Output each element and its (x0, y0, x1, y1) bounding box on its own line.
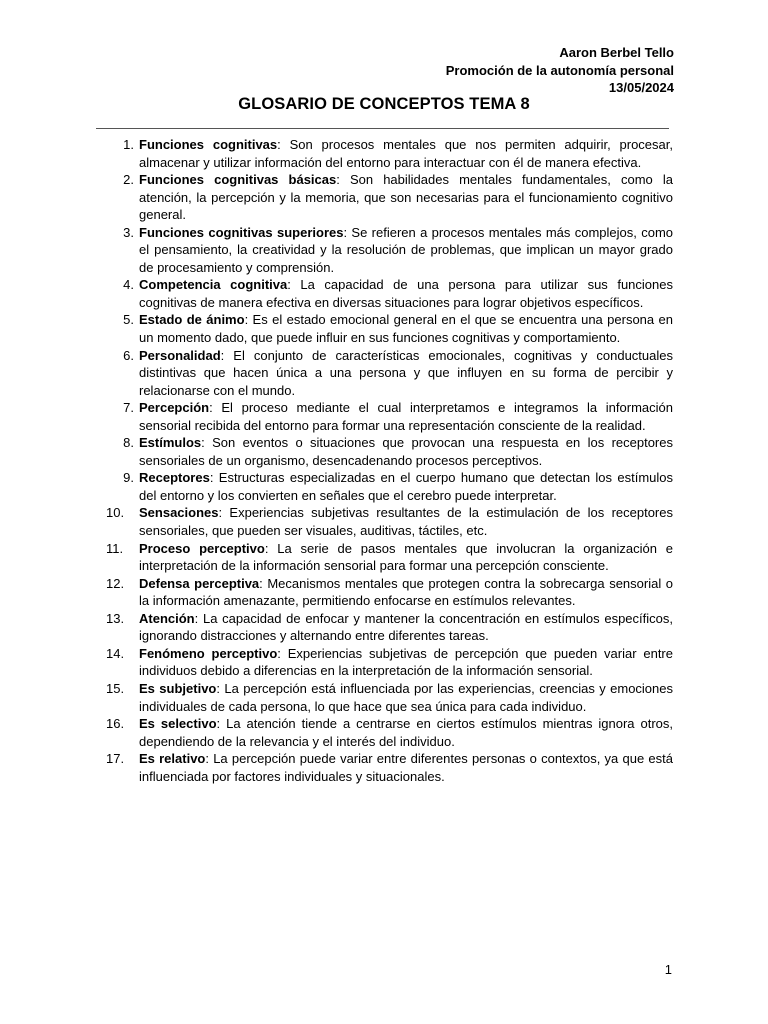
item-number: 16. (106, 716, 125, 732)
glossary-item (106, 575, 673, 610)
glossary-item (106, 469, 673, 504)
glossary-definition: : El conjunto de características emocionales, cognitivas y conductuales distintivas que hacen única a una persona y que influyen en su forma de percibir y relacionarse con el mundo. (139, 347, 673, 398)
item-number: 10. (106, 505, 125, 521)
glossary-definition: : Experiencias subjetivas resultantes de la estimulación de los receptores sensoriales, que pueden ser visuales, auditivas, táctiles, etc. (139, 505, 673, 539)
glossary-term: Personalidad (139, 347, 221, 363)
glossary-item (106, 171, 673, 224)
glossary-definition: : Experiencias subjetivas de percepción que pueden variar entre individuos debido a diferencias en la interpretación de la información sensorial. (139, 645, 673, 679)
item-number: 13. (106, 610, 125, 626)
glossary-definition: : Es el estado emocional general en el que se encuentra una persona en un momento dado, que puede influir en sus funciones cognitivas y comportamiento. (139, 312, 673, 346)
page-number: 1 (664, 962, 672, 977)
item-number: 6. (123, 347, 134, 363)
glossary-term: Proceso perceptivo (139, 540, 265, 556)
glossary-item (106, 434, 673, 469)
glossary-item (106, 750, 673, 785)
item-number: 5. (123, 312, 134, 328)
glossary-term: Sensaciones (139, 505, 219, 521)
glossary-definition: : La atención tiende a centrarse en ciertos estímulos mientras ignora otros, dependiendo de la relevancia y el interés del individuo. (139, 716, 674, 749)
glossary-item (106, 347, 673, 400)
glossary-item (106, 645, 673, 680)
glossary-definition: : La capacidad de enfocar y mantener la concentración en estímulos específicos, ignorando distracciones y alternando entre diferentes tareas. (139, 610, 673, 644)
item-number: 9. (123, 470, 134, 486)
item-number: 17. (106, 751, 125, 767)
glossary-term: Defensa perceptiva (139, 575, 260, 591)
item-number: 8. (123, 435, 134, 451)
subject-name: Promoción de la autonomía personal (445, 62, 674, 78)
item-number: 12. (106, 575, 125, 591)
glossary-term: Estímulos (139, 435, 202, 451)
glossary-term: Es selectivo (139, 716, 217, 732)
glossary-term: Atención (139, 610, 195, 626)
glossary-term: Es subjetivo (139, 680, 217, 696)
glossary-item (106, 399, 673, 434)
page-title: GLOSARIO DE CONCEPTOS TEMA 8 (238, 95, 530, 113)
title-divider (96, 128, 669, 129)
glossary-definition: : La capacidad de una persona para utilizar sus funciones cognitivas de manera efectiva en diversas situaciones para lograr objetivos específicos. (139, 277, 673, 310)
item-number: 14. (106, 645, 125, 661)
item-number: 15. (106, 680, 125, 696)
glossary-term: Competencia cognitiva (139, 277, 288, 293)
glossary-definition: : Mecanismos mentales que protegen contra la sobrecarga sensorial o la información amenazante, permitiendo enfocarse en estímulos relevantes. (139, 575, 673, 609)
glossary-item (106, 224, 673, 277)
item-number: 2. (123, 172, 134, 188)
glossary-definition: : Son habilidades mentales fundamentales, como la atención, la percepción y la memoria, que son necesarias para el funcionamiento cognitivo general. (139, 172, 673, 223)
glossary-term: Funciones cognitivas superiores (139, 224, 344, 240)
document-header (446, 44, 674, 97)
glossary-term: Funciones cognitivas básicas (139, 172, 337, 188)
glossary-term: Percepción (139, 400, 210, 416)
author-name: Aaron Berbel Tello (559, 45, 674, 60)
glossary-definition: : Estructuras especializadas en el cuerpo humano que detectan los estímulos del entorno y los convierten en señales que el cerebro puede interpretar. (139, 470, 673, 503)
glossary-definition: : Son eventos o situaciones que provocan una respuesta en los receptores sensoriales de un organismo, desencadenando procesos perceptivos. (139, 435, 673, 468)
item-number: 3. (123, 224, 134, 240)
item-number: 1. (123, 137, 134, 152)
item-number: 11. (106, 540, 124, 556)
glossary-item (106, 276, 673, 311)
glossary-definition: : Se refieren a procesos mentales más complejos, como el pensamiento, la creatividad y la resolución de problemas, que implican un mayor grado de procesamiento y comprensión. (139, 224, 674, 275)
glossary-list (106, 136, 673, 785)
glossary-definition: : La percepción puede variar entre diferentes personas o contextos, ya que está influenciada por factores individuales y situacionales. (139, 751, 673, 784)
glossary-item (106, 715, 673, 750)
glossary-definition: : La percepción está influenciada por las experiencias, creencias y emociones individuales de cada persona, lo que hace que sea única para cada individuo. (139, 680, 673, 714)
glossary-item (106, 136, 673, 171)
glossary-item (106, 680, 673, 715)
item-number: 7. (123, 400, 134, 416)
glossary-term: Fenómeno perceptivo (139, 645, 278, 661)
glossary-term: Receptores (139, 470, 210, 486)
glossary-item (106, 540, 673, 575)
document-date: 13/05/2024 (608, 80, 674, 95)
glossary-term: Estado de ánimo (139, 312, 245, 328)
glossary-definition: : El proceso mediante el cual interpretamos e integramos la información sensorial recibida del entorno para formar una representación consciente de la realidad. (139, 400, 673, 433)
glossary-item (106, 504, 673, 539)
glossary-term: Funciones cognitivas (139, 137, 278, 152)
glossary-definition: : La serie de pasos mentales que involucran la organización e interpretación de la información sensorial para formar una percepción consciente. (139, 540, 673, 574)
glossary-definition: : Son procesos mentales que nos permiten adquirir, procesar, almacenar y utilizar información del entorno para interactuar con él de manera efectiva. (139, 137, 673, 170)
glossary-term: Es relativo (139, 751, 206, 767)
item-number: 4. (123, 277, 134, 293)
glossary-item (106, 610, 673, 645)
glossary-item (106, 311, 673, 346)
